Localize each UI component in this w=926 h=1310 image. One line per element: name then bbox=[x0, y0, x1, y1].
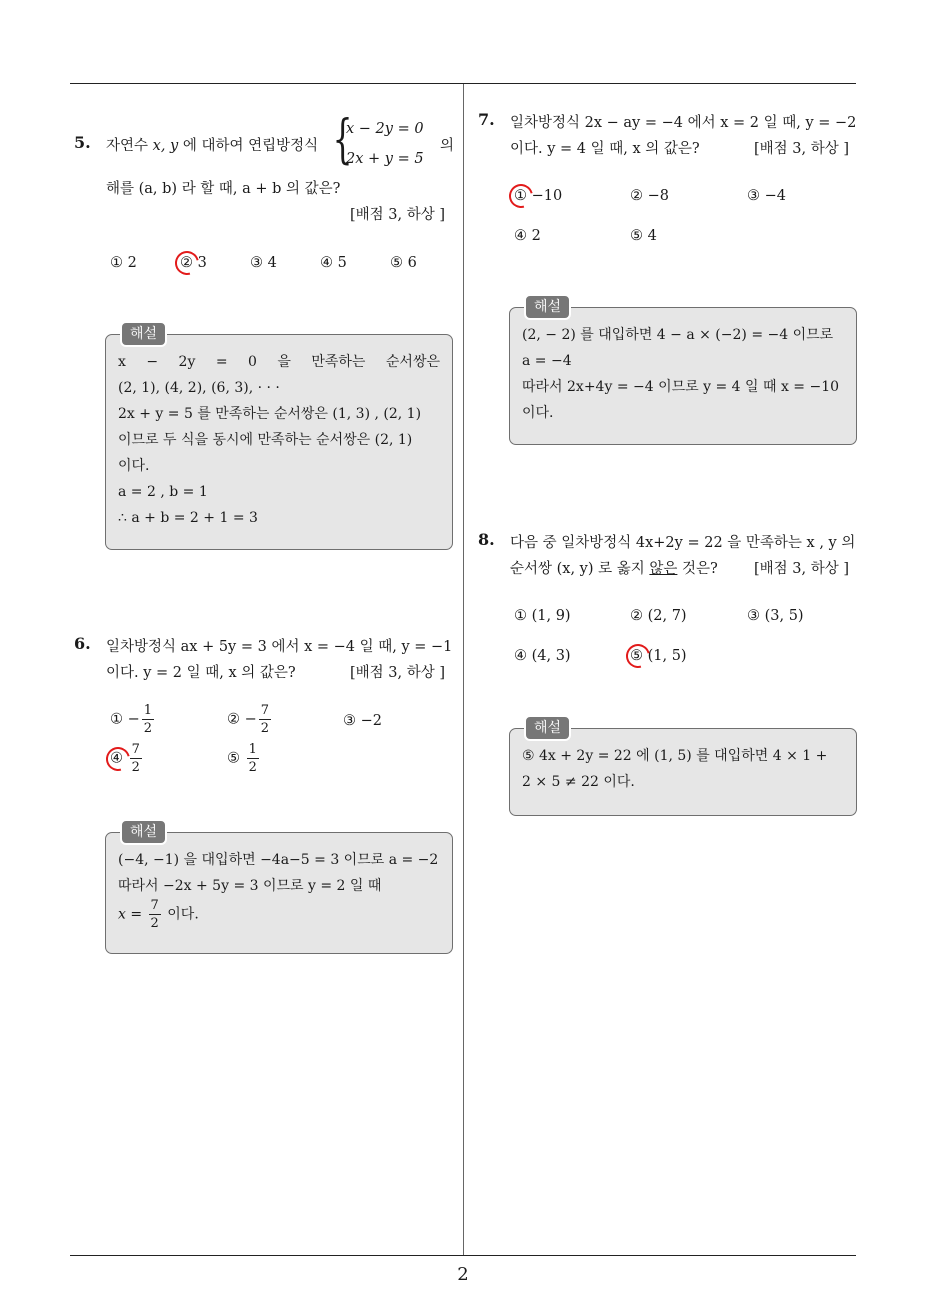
numerator: 7 bbox=[260, 703, 270, 718]
q6-solution-x: x = bbox=[118, 906, 143, 923]
q8-solution-tag: 해설 bbox=[524, 715, 571, 741]
q5-option-1[interactable]: ① 2 bbox=[110, 255, 137, 271]
q5-text-b: x, y bbox=[152, 138, 179, 154]
q8-text-a: 순서쌍 (x, y) 로 옳지 bbox=[510, 561, 645, 577]
q6-text-line1: 일차방정식 ax + 5y = 3 에서 x = −4 일 때, y = −1 bbox=[106, 639, 453, 655]
q6-option-1-fraction bbox=[142, 704, 154, 735]
q7-solution-box bbox=[509, 299, 857, 445]
denominator: 2 bbox=[150, 916, 159, 931]
q6-option-2-mark: ② bbox=[227, 711, 240, 728]
q8-option-1[interactable]: ① (1, 9) bbox=[514, 608, 571, 624]
q8-text-underlined: 않은 bbox=[649, 561, 678, 577]
column-divider bbox=[463, 84, 464, 1256]
q7-number: 7. bbox=[478, 110, 495, 129]
q8-option-2[interactable]: ② (2, 7) bbox=[630, 608, 687, 624]
denominator: 2 bbox=[131, 760, 140, 775]
q7-solution-line: (2, − 2) 를 대입하면 4 − a × (−2) = −4 이므로 bbox=[522, 327, 834, 343]
q6-option-5[interactable] bbox=[227, 743, 261, 774]
q8-solution-line: ⑤ 4x + 2y = 22 에 (1, 5) 를 대입하면 4 × 1 + bbox=[522, 748, 828, 764]
q6-solution-end: 이다. bbox=[167, 906, 199, 923]
q8-score: [배점 3, 하상 ] bbox=[754, 561, 850, 577]
q6-solution-fraction bbox=[149, 899, 161, 930]
q6-option-4-mark: ④ bbox=[110, 750, 123, 767]
q7-option-2[interactable]: ② −8 bbox=[630, 188, 669, 204]
q7-answer-circle-icon bbox=[505, 180, 538, 213]
q5-solution-line: a = 2 , b = 1 bbox=[118, 484, 208, 500]
q6-score: [배점 3, 하상 ] bbox=[350, 665, 446, 681]
q6-solution-line bbox=[118, 899, 440, 930]
q5-solution-line: 이므로 두 식을 동시에 만족하는 순서쌍은 (2, 1) bbox=[118, 432, 413, 448]
q7-score: [배점 3, 하상 ] bbox=[754, 141, 850, 157]
q8-text-line1: 다음 중 일차방정식 4x+2y = 22 을 만족하는 x , y 의 bbox=[510, 535, 856, 551]
q7-option-4[interactable]: ④ 2 bbox=[514, 228, 541, 244]
q7-text-line1: 일차방정식 2x − ay = −4 에서 x = 2 일 때, y = −2 bbox=[510, 115, 857, 131]
q8-number: 8. bbox=[478, 530, 495, 549]
q6-option-1-sign: − bbox=[127, 711, 140, 728]
q5-text-c: 에 대하여 연립방정식 bbox=[182, 138, 319, 154]
q5-solution-line: ∴ a + b = 2 + 1 = 3 bbox=[118, 510, 258, 526]
q5-equation-1: x − 2y = 0 bbox=[346, 121, 424, 137]
q7-option-3[interactable]: ③ −4 bbox=[747, 188, 786, 204]
q5-solution-tag: 해설 bbox=[120, 321, 167, 347]
q8-solution-box bbox=[509, 720, 857, 816]
q5-option-3[interactable]: ③ 4 bbox=[250, 255, 277, 271]
q7-text-line2: 이다. y = 4 일 때, x 의 값은? bbox=[510, 141, 700, 157]
q5-option-4[interactable]: ④ 5 bbox=[320, 255, 347, 271]
q6-option-2[interactable] bbox=[227, 704, 273, 735]
q7-solution-line: a = −4 bbox=[522, 353, 572, 369]
q5-option-2[interactable]: ② 3 bbox=[180, 255, 207, 271]
q5-solution-line: (2, 1), (4, 2), (6, 3), · · · bbox=[118, 380, 280, 396]
q5-text-line1 bbox=[106, 134, 318, 155]
numerator: 1 bbox=[143, 703, 153, 718]
bottom-rule bbox=[70, 1255, 856, 1256]
denominator: 2 bbox=[260, 721, 270, 736]
q8-text-line2 bbox=[510, 557, 718, 578]
q5-equation-2: 2x + y = 5 bbox=[346, 151, 424, 167]
q5-answer-circle-icon bbox=[171, 247, 204, 280]
q6-option-3[interactable]: ③ −2 bbox=[343, 713, 382, 729]
q7-solution-line: 따라서 2x+4y = −4 이므로 y = 4 일 때 x = −10 bbox=[522, 379, 840, 395]
q6-solution-tag: 해설 bbox=[120, 819, 167, 845]
q6-solution-line: 따라서 −2x + 5y = 3 이므로 y = 2 일 때 bbox=[118, 878, 382, 894]
q6-option-5-fraction bbox=[247, 743, 259, 774]
q8-option-5[interactable]: ⑤ (1, 5) bbox=[630, 648, 687, 664]
q5-score: [배점 3, 하상 ] bbox=[350, 207, 446, 223]
q6-solution-line: (−4, −1) 을 대입하면 −4a−5 = 3 이므로 a = −2 bbox=[118, 852, 439, 868]
q8-option-3[interactable]: ③ (3, 5) bbox=[747, 608, 804, 624]
numerator: 7 bbox=[150, 898, 159, 913]
q8-text-b: 것은? bbox=[682, 561, 718, 577]
q6-option-5-mark: ⑤ bbox=[227, 750, 240, 767]
q6-option-4-fraction bbox=[130, 743, 142, 774]
q5-text-line2: 해를 (a, b) 라 할 때, a + b 의 값은? bbox=[106, 181, 341, 197]
numerator: 1 bbox=[248, 742, 257, 757]
q5-text-a: 자연수 bbox=[106, 138, 149, 154]
q5-system-brace: { bbox=[332, 110, 353, 170]
q7-solution-tag: 해설 bbox=[524, 294, 571, 320]
q8-solution-line: 2 × 5 ≠ 22 이다. bbox=[522, 774, 635, 790]
q5-option-5[interactable]: ⑤ 6 bbox=[390, 255, 417, 271]
page-number: 2 bbox=[457, 1264, 469, 1285]
q6-text-line2: 이다. y = 2 일 때, x 의 값은? bbox=[106, 665, 296, 681]
q5-solution-line: 이다. bbox=[118, 458, 150, 474]
q6-solution-box bbox=[105, 824, 453, 954]
q7-option-1[interactable]: ① −10 bbox=[514, 188, 563, 204]
q7-option-5[interactable]: ⑤ 4 bbox=[630, 228, 657, 244]
q6-option-1[interactable] bbox=[110, 704, 156, 735]
q5-solution-line: x − 2y = 0 을 만족하는 순서쌍은 bbox=[118, 354, 440, 370]
q5-number: 5. bbox=[74, 133, 91, 152]
q8-option-4[interactable]: ④ (4, 3) bbox=[514, 648, 571, 664]
q6-option-1-mark: ① bbox=[110, 711, 123, 728]
q7-solution-line: 이다. bbox=[522, 405, 554, 421]
numerator: 7 bbox=[131, 742, 140, 757]
q6-option-2-fraction bbox=[259, 704, 271, 735]
q5-text-d: 의 bbox=[440, 138, 455, 154]
q8-answer-circle-icon bbox=[622, 640, 655, 673]
denominator: 2 bbox=[143, 721, 153, 736]
denominator: 2 bbox=[248, 760, 257, 775]
q6-number: 6. bbox=[74, 634, 91, 653]
q5-solution-line: 2x + y = 5 를 만족하는 순서쌍은 (1, 3) , (2, 1) bbox=[118, 406, 422, 422]
q6-option-2-sign: − bbox=[244, 711, 257, 728]
q5-solution-box bbox=[105, 326, 453, 550]
